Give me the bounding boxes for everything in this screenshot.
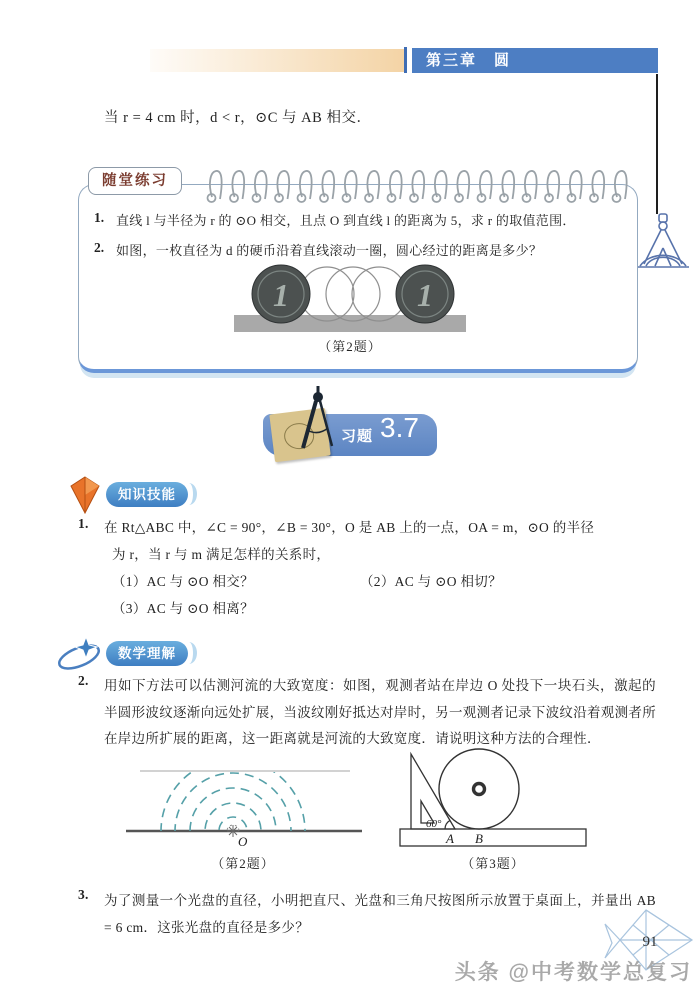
q2-number: 2. — [78, 673, 89, 688]
section-title-text: 数学理解 — [118, 646, 176, 661]
pill-crescent-icon — [181, 642, 197, 664]
rolling-circle-outlines — [300, 267, 406, 321]
coin-right — [396, 265, 454, 323]
disc-measure-figure — [393, 744, 593, 850]
q3-number: 3. — [78, 887, 89, 902]
drawing-compass-icon — [290, 386, 346, 458]
star-orbit-icon — [56, 633, 104, 675]
pill-crescent-icon — [181, 483, 197, 505]
page-number: 91 — [642, 934, 658, 950]
q1-number: 1. — [78, 516, 89, 531]
compass-protractor-icon — [632, 212, 694, 278]
margin-rule-line — [656, 74, 658, 214]
chapter-title-bar: 第三章 圆 — [412, 48, 658, 73]
figure-caption: （第3题） — [461, 856, 525, 871]
q2-text: 用如下方法可以估测河流的大致宽度：如图，观测者站在岸边 O 处投下一块石头，激起的半圆形波纹逐渐向远处扩展，当波纹刚好抵达对岸时，另一观测者记录下波纹沿着观测者所在岸边所扩展的距离，这一距离就是河流的大致宽度．请说明这种方法的合理性． — [104, 678, 656, 746]
intro-sentence: 当 r = 4 cm 时，d < r，⊙C 与 AB 相交． — [104, 110, 372, 126]
header-orange-bar — [150, 49, 406, 72]
practice-item-text: 如图，一枚直径为 d 的硬币沿着直线滚动一圈，圆心经过的距离是多少？ — [116, 243, 543, 258]
section-title-understanding — [106, 641, 188, 666]
q3-text: 为了测量一个光盘的直径，小明把直尺、光盘和三角尺按图所示放置于桌面上，并量出 AB = 6 cm．这张光盘的直径是多少？ — [104, 893, 656, 935]
practice-item-number: 2. — [94, 240, 105, 255]
point-b-label: B — [475, 831, 483, 846]
practice-title-badge: 随堂练习 — [88, 167, 182, 195]
center-point-label: O — [238, 834, 248, 849]
angle-label: 60° — [426, 818, 442, 830]
q1-line1: 在 Rt△ABC 中，∠C = 90°，∠B = 30°，O 是 AB 上的一点，OA = m，⊙O 的半径 — [104, 520, 595, 535]
exercise-banner-number: 3.7 — [380, 412, 419, 443]
exercise-banner-label: 习题 — [341, 428, 374, 445]
header-divider — [404, 47, 407, 73]
disc-circle — [439, 749, 519, 829]
coin-denomination: 1 — [417, 277, 433, 313]
spiral-binding-icon — [206, 167, 634, 207]
coin-left — [252, 265, 310, 323]
practice-item-number: 1. — [94, 210, 105, 225]
q1-line2: 为 r，当 r 与 m 满足怎样的关系时， — [112, 547, 331, 562]
q1-subquestion-2: （2）AC 与 ⊙O 相切？ — [360, 574, 502, 589]
coin-denomination: 1 — [273, 277, 289, 313]
figure-caption: （第2题） — [318, 339, 382, 354]
watermark-text: 头条 @中考数学总复习 — [454, 961, 692, 984]
ruler-rect — [400, 829, 586, 846]
coin-rolling-figure — [228, 258, 472, 338]
figure-caption: （第2题） — [211, 856, 275, 871]
q1-subquestion-3: （3）AC 与 ⊙O 相离？ — [112, 601, 254, 616]
ripple-arcs — [161, 760, 305, 852]
section-title-text: 知识技能 — [118, 487, 176, 502]
kite-pen-icon — [68, 475, 102, 515]
practice-item-text: 直线 l 与半径为 r 的 ⊙O 相交，且点 O 到直线 l 的距离为 5，求 r 的取值范围． — [116, 213, 576, 228]
point-a-label: A — [446, 831, 454, 846]
q1-subquestion-1: （1）AC 与 ⊙O 相交？ — [112, 574, 254, 589]
river-ripple-figure — [118, 760, 368, 852]
section-title-knowledge — [106, 482, 188, 507]
